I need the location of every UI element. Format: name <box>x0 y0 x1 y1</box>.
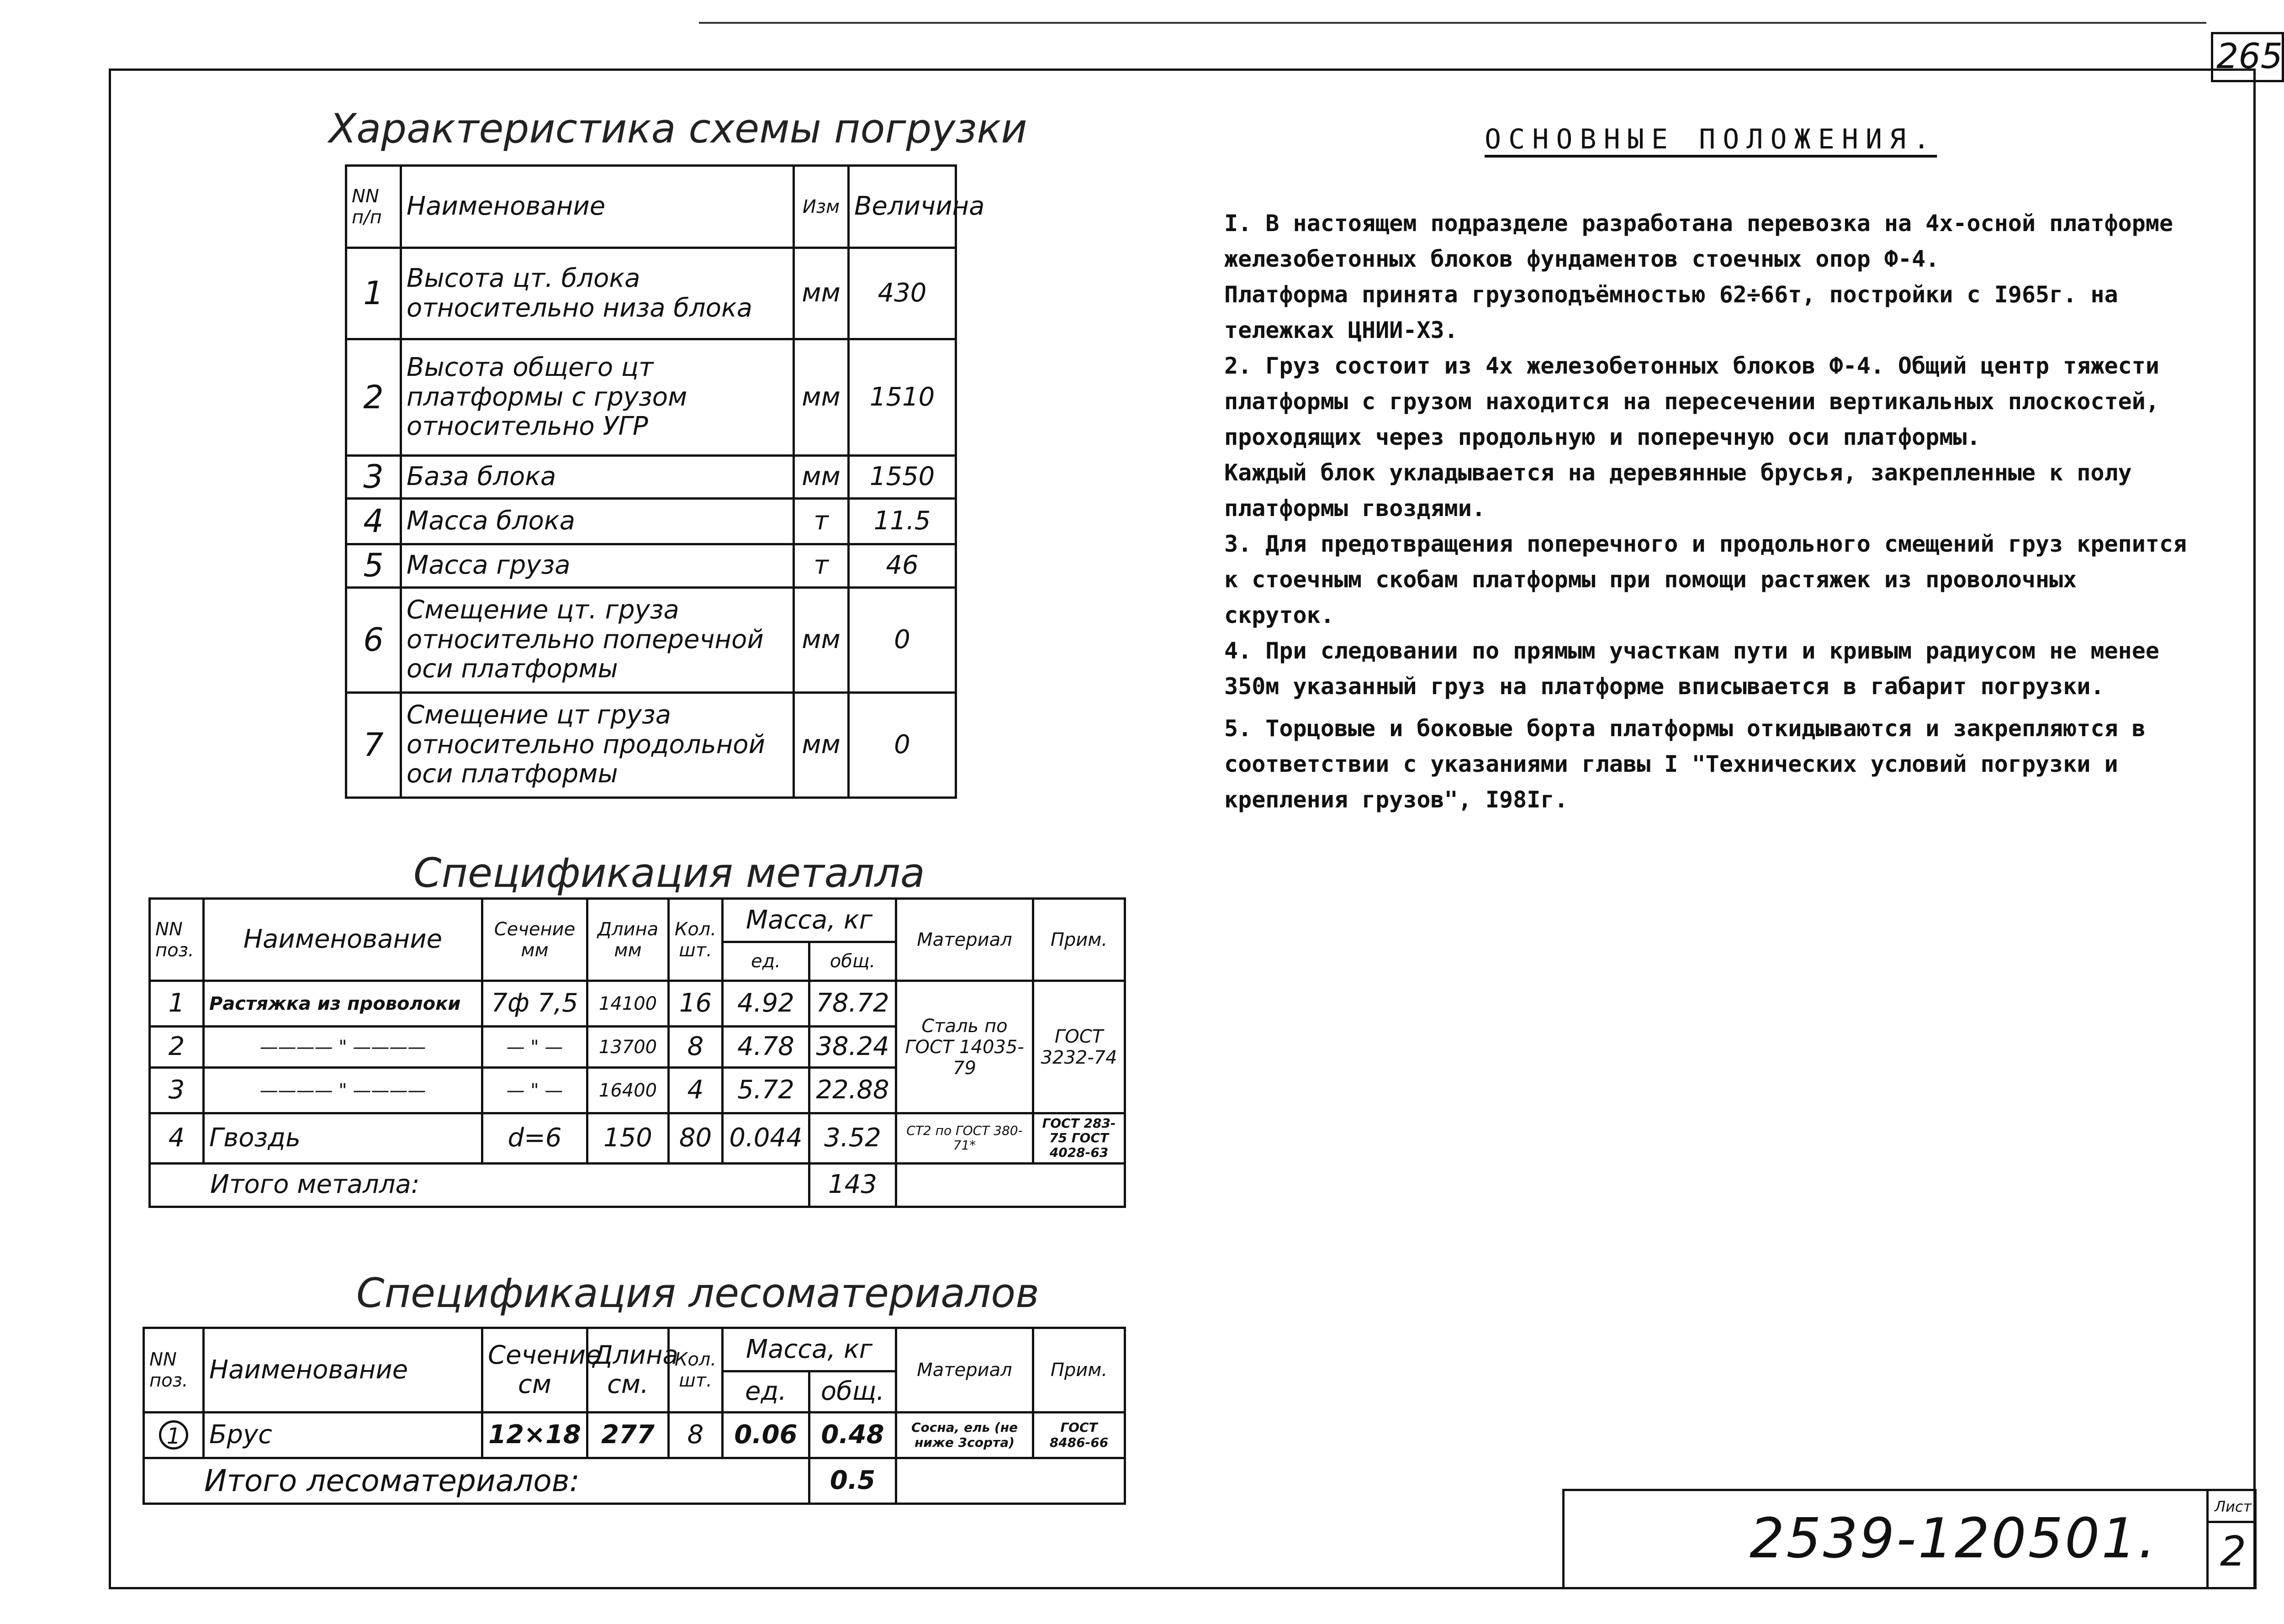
table-row: 4 Масса блока т 11.5 <box>346 498 956 544</box>
characteristics-header-row <box>346 166 956 248</box>
table-row: 4 Гвоздь d=6 150 80 0.044 3.52 СТ2 по ГОСТ 380-71* ГОСТ 283-75 ГОСТ 4028-63 <box>150 1113 1125 1164</box>
table-row: 7 Смещение цт груза относительно продольной оси платформы мм 0 <box>346 692 956 797</box>
wood-total-row: Итого лесоматериалов: 0.5 <box>144 1458 1125 1504</box>
col-name-header: Наименование <box>401 166 794 248</box>
provision-line: проходящих через продольную и поперечную оси платформы. <box>1224 424 1981 450</box>
main-provisions-text <box>1224 206 2187 817</box>
wood-header-row: NN поз. Наименование Сечение см Длина см. Кол. шт. Масса, кг Материал Прим. <box>144 1328 1125 1371</box>
provision-line: 2. Груз состоит из 4х железобетонных блоков Ф-4. Общий центр тяжести <box>1224 353 2159 379</box>
provision-line: к стоечным скобам платформы при помощи растяжек из проволочных <box>1224 566 2077 593</box>
provision-line: скруток. <box>1224 602 1334 628</box>
table-row: 1 Высота цт. блока относительно низа блока мм 430 <box>346 248 956 339</box>
table-row: 6 Смещение цт. груза относительно поперечной оси платформы мм 0 <box>346 587 956 692</box>
provision-line: крепления грузов", I98Iг. <box>1224 786 1568 813</box>
provision-line: платформы с грузом находится на пересечении вертикальных плоскостей, <box>1224 388 2159 415</box>
provision-line: железобетонных блоков фундаментов стоечных опор Ф-4. <box>1224 246 1940 272</box>
sheet-label: Лист <box>2215 1498 2252 1515</box>
provision-line: 4. При следовании по прямым участкам пути и кривым радиусом не менее <box>1224 638 2159 664</box>
col-value-header: Величина <box>849 166 956 248</box>
document-code: 2539-120501. <box>1750 1507 2157 1571</box>
provision-line: I. В настоящем подразделе разработана перевозка на 4х-осной платформе <box>1224 210 2173 237</box>
sheet-number: 2 <box>2220 1528 2247 1576</box>
metal-header-row: NN поз. Наименование Сечение мм Длина мм Кол. шт. Масса, кг Материал Прим. <box>150 899 1125 942</box>
metal-spec-title: Спецификация металла <box>413 849 925 896</box>
provision-line: 3. Для предотвращения поперечного и продольного смещений груз крепится <box>1224 531 2187 557</box>
metal-spec-table: NN поз. Наименование Сечение мм Длина мм Кол. шт. Масса, кг Материал Прим. ед. общ. 1 Растяжка из проволоки 7ф 7,5 14100 16 4.92 78.72 Сталь по ГОСТ 14035-79 ГОСТ 3232-74 2 ———— " ———— — " — 13700 8 4.78 38.24 3 ———— " ———— — " — 16400 4 5.72 22.88 4 Гвоздь d=6 150 80 0.044 3.52 СТ2 по ГОСТ 380-71* ГОСТ 283-75 ГОСТ 4028-63 Итого металла: 143 <box>148 897 1126 1208</box>
page-number: 265 <box>2216 36 2283 76</box>
characteristics-title: Характеристика схемы погрузки <box>329 105 1027 152</box>
metal-total-row: Итого металла: 143 <box>150 1163 1125 1207</box>
table-row: 3 База блока мм 1550 <box>346 456 956 499</box>
position-circle-marker: 1 <box>159 1420 188 1450</box>
wood-spec-title: Спецификация лесоматериалов <box>356 1270 1039 1317</box>
provision-line: тележках ЦНИИ-Х3. <box>1224 317 1458 343</box>
table-row: 1 Брус 12×18 277 8 0.06 0.48 Сосна, ель (не ниже 3сорта) ГОСТ 8486-66 <box>144 1413 1125 1458</box>
wood-spec-table: NN поз. Наименование Сечение см Длина см. Кол. шт. Масса, кг Материал Прим. ед. общ. 1 Брус 12×18 277 8 0.06 0.48 Сосна, ель (не ниже 3сорта) ГОСТ 8486-66 Итого лесоматериалов: 0.5 <box>143 1327 1126 1505</box>
col-unit-header: Изм <box>794 166 849 248</box>
provision-line: платформы гвоздями. <box>1224 495 1486 522</box>
table-row: 3 ———— " ———— — " — 16400 4 5.72 22.88 <box>150 1068 1125 1113</box>
table-row: 2 Высота общего цт платформы с грузом относительно УГР мм 1510 <box>346 339 956 456</box>
title-block-divider <box>2206 1489 2209 1589</box>
provision-line: 350м указанный груз на платформе вписывается в габарит погрузки. <box>1224 673 2104 700</box>
sheet-label-divider <box>2206 1521 2257 1523</box>
col-num-header: NN п/п <box>346 166 401 248</box>
provision-line: соответствии с указаниями главы I "Технических условий погрузки и <box>1224 751 2118 777</box>
main-provisions-title: ОСНОВНЫЕ ПОЛОЖЕНИЯ. <box>1485 123 1937 155</box>
provision-line: Каждый блок укладывается на деревянные брусья, закрепленные к полу <box>1224 459 2132 486</box>
table-row: 1 Растяжка из проволоки 7ф 7,5 14100 16 4.92 78.72 Сталь по ГОСТ 14035-79 ГОСТ 3232-74 <box>150 981 1125 1027</box>
characteristics-table <box>345 164 985 799</box>
top-edge-line <box>699 22 2206 24</box>
table-row: 5 Масса груза т 46 <box>346 544 956 587</box>
table-row: 2 ———— " ———— — " — 13700 8 4.78 38.24 <box>150 1027 1125 1068</box>
provision-line: Платформа принята грузоподъёмностью 62÷66т, постройки с I965г. на <box>1224 281 2118 308</box>
provision-line: 5. Торцовые и боковые борта платформы откидываются и закрепляются в <box>1224 715 2146 742</box>
